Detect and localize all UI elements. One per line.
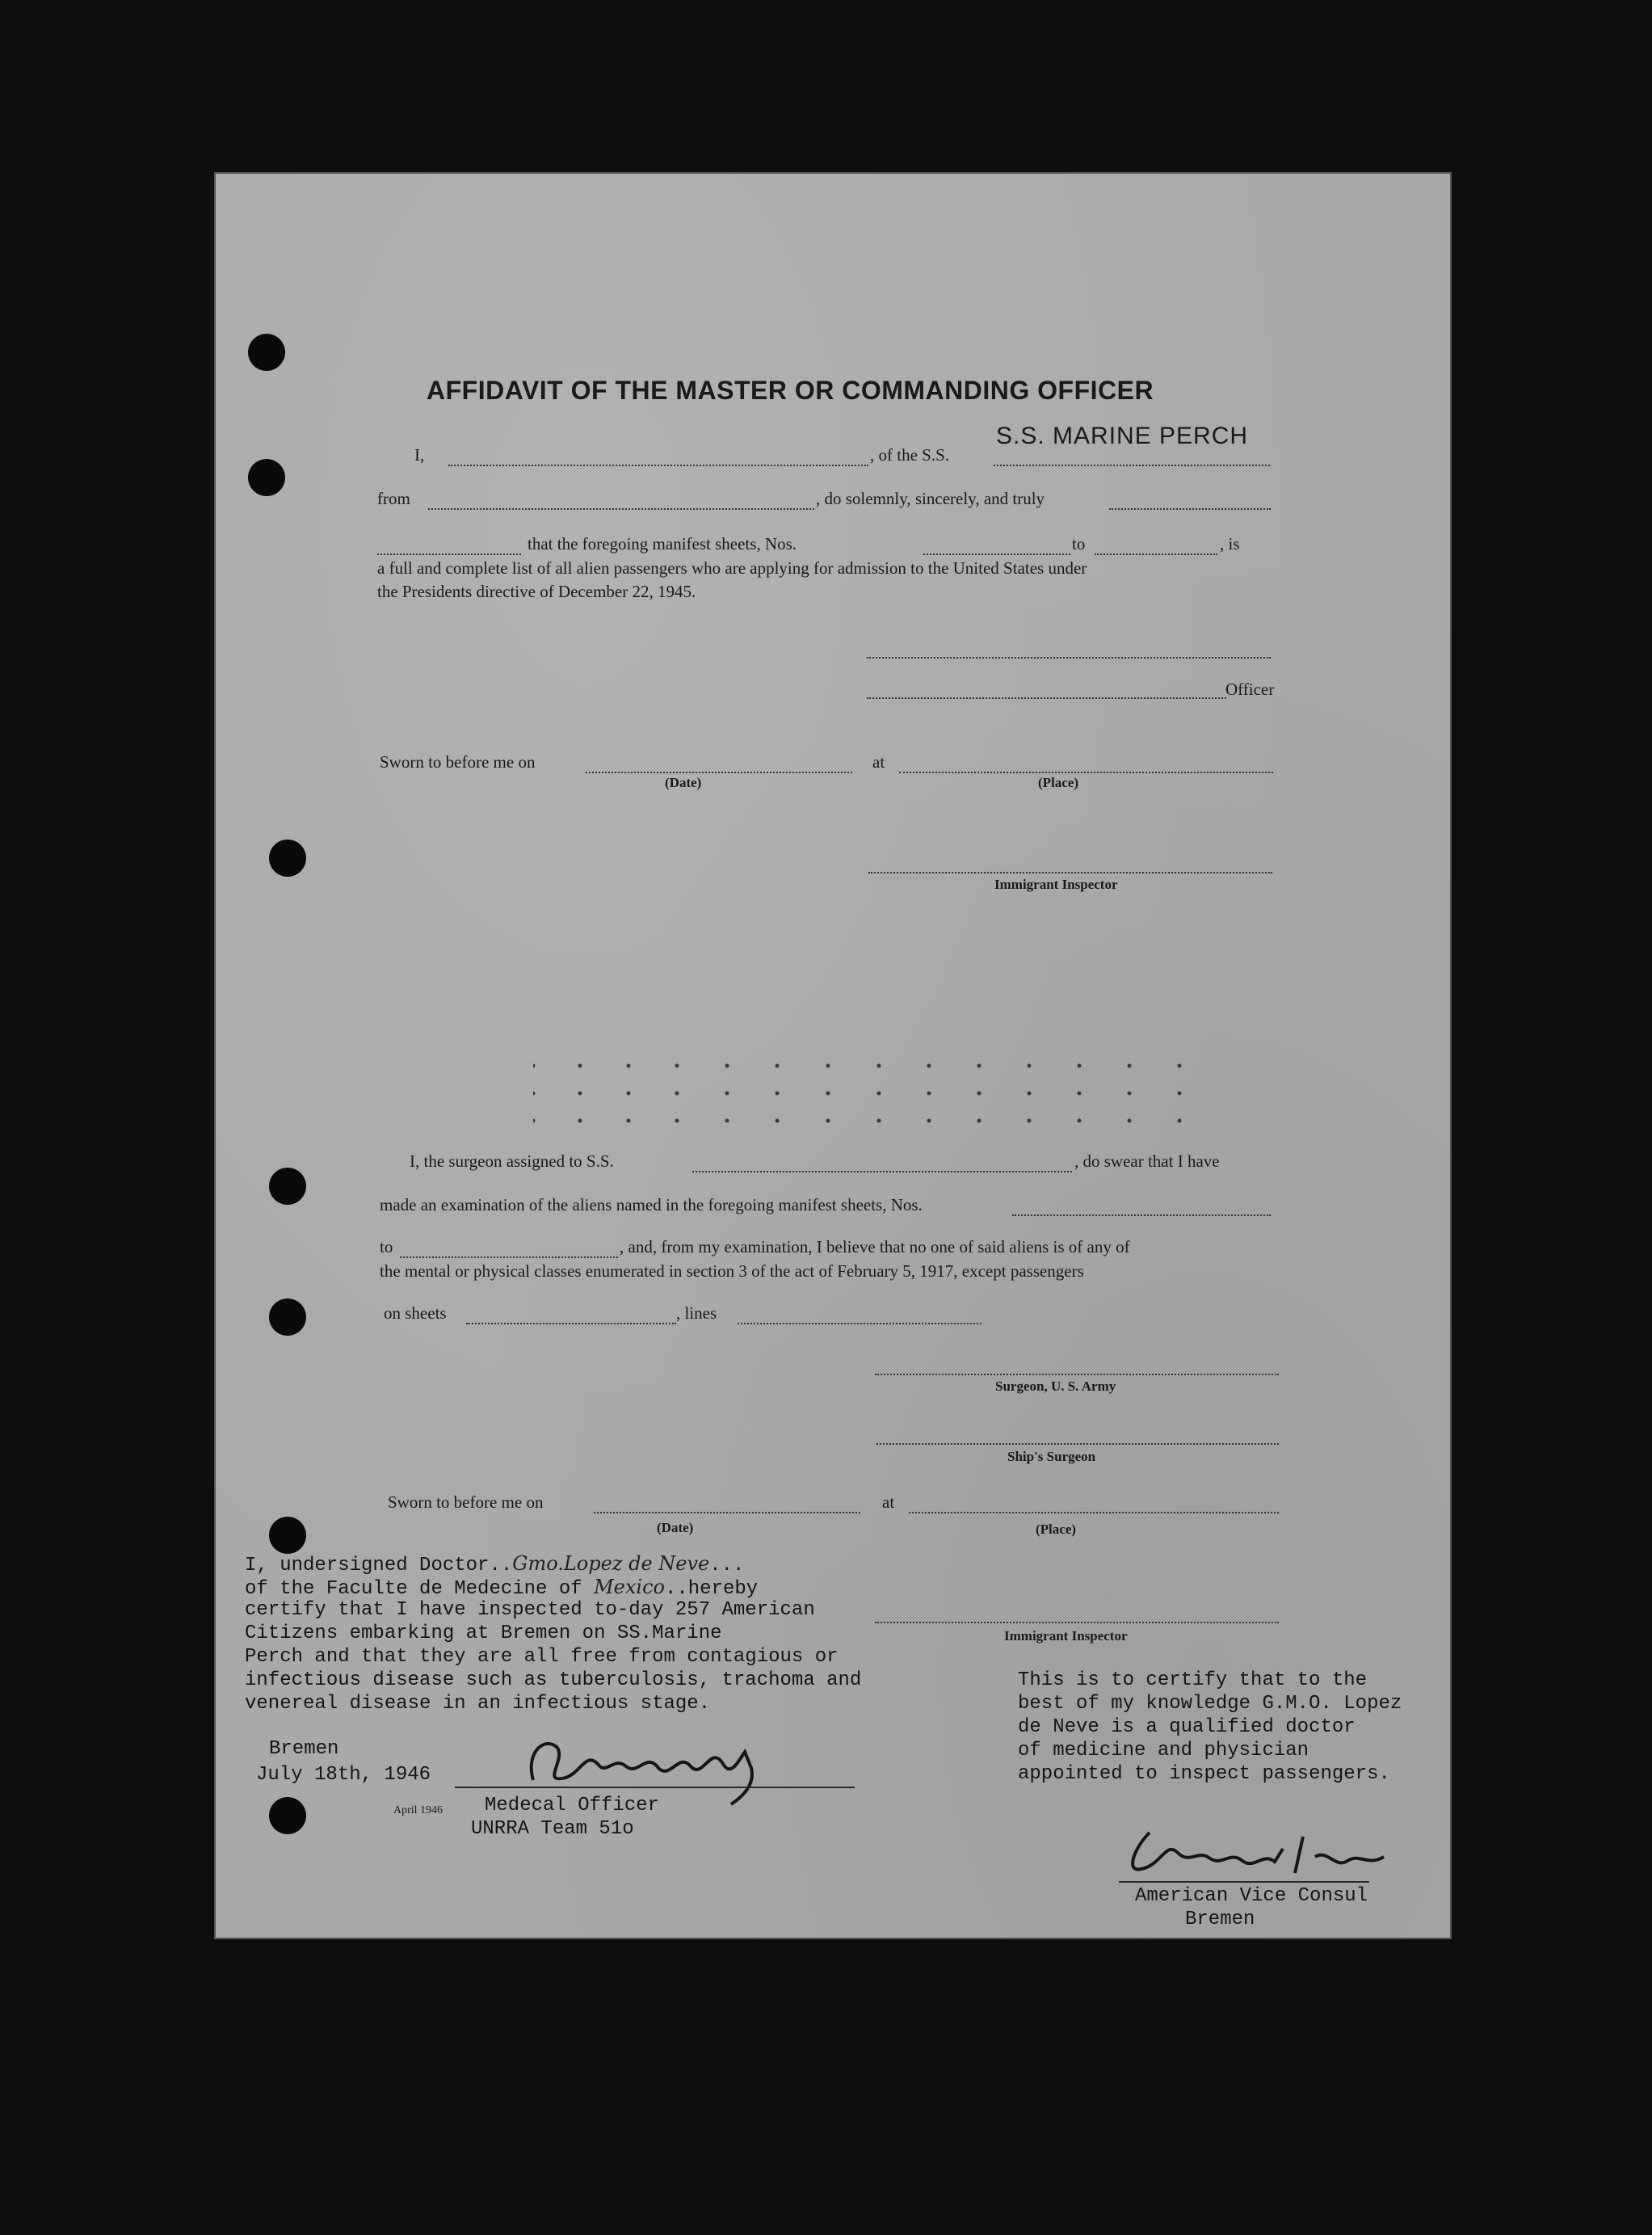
doctor-name-handwritten: Gmo.Lopez de Neve [512,1552,710,1575]
punch-hole [269,1517,306,1554]
surgeon-except-sheets-blank[interactable] [466,1323,676,1324]
bleed-through-dots [533,1063,1228,1123]
doctor-line1-prefix: I, undersigned Doctor.. [245,1555,513,1576]
doctor-line6: infectious disease such as tuberculosis, trachoma and [245,1669,862,1691]
line5: the Presidents directive of December 22, 1945. [377,582,696,601]
surgeon-line3-rest: , and, from my examination, I believe that no one of said aliens is of any of [620,1237,1130,1256]
punch-hole [269,1168,306,1205]
document-page [214,172,1452,1939]
city-handwritten: Mexico [594,1576,665,1598]
sworn-label-1: Sworn to before me on [380,752,536,772]
sworn-date-blank-2[interactable] [594,1512,860,1513]
surgeon-line5-sheets: on sheets [384,1303,447,1323]
punch-hole [269,1797,306,1834]
sheet-from-blank[interactable] [923,553,1070,555]
doctor-line2 [245,1576,758,1600]
at-label-1: at [872,752,885,772]
form-title: AFFIDAVIT OF THE MASTER OR COMMANDING OFFICER [427,376,1154,405]
line2-from: from [377,489,410,508]
line1-prefix: I, [414,445,425,465]
doctor-line2-prefix: of the Faculte de Medecine of [245,1578,582,1600]
surgeon-line1-prefix: I, the surgeon assigned to S.S. [410,1151,614,1171]
sworn-label-2: Sworn to before me on [388,1492,544,1512]
sworn-date-blank-1[interactable] [586,772,852,773]
affirm-blank[interactable] [377,553,521,555]
consul-line3: de Neve is a qualified doctor [1018,1716,1356,1738]
surgeon-ship-blank[interactable] [692,1171,1072,1172]
doctor-line1: I, undersigned Doctor..Gmo.Lopez de Neve... [245,1552,745,1576]
doctor-line5: Perch and that they are all free from contagious or [245,1646,839,1668]
punch-hole [248,459,285,496]
inspector-signature-line-2[interactable] [875,1622,1279,1623]
surgeon-line1-suffix: , do swear that I have [1074,1151,1220,1171]
surgeon-line3-to: to [380,1237,393,1256]
doctor-signature-line [455,1787,855,1788]
doctor-date: July 18th, 1946 [256,1764,431,1786]
officer-label: Officer [1225,680,1275,699]
surgeon-line5-lines: , lines [676,1303,717,1323]
officer-signature-line-1[interactable] [867,657,1271,659]
from-blank[interactable] [428,508,814,510]
date-caption-2: (Date) [657,1520,694,1535]
sworn-place-blank-1[interactable] [899,772,1273,773]
line4: a full and complete list of all alien passengers who are applying for admission to the United States under [377,558,1087,578]
army-surgeon-signature-line[interactable] [875,1374,1279,1375]
name-blank[interactable] [448,465,868,466]
at-label-2: at [882,1492,895,1512]
ship-surgeon-label: Ship's Surgeon [1007,1449,1096,1464]
line3-mid: that the foregoing manifest sheets, Nos. [528,534,797,553]
surgeon-except-lines-blank[interactable] [738,1323,982,1324]
surgeon-line4: the mental or physical classes enumerated in section 3 of the act of February 5, 1917, except passengers [380,1261,1084,1281]
consul-line5: appointed to inspect passengers. [1018,1763,1390,1785]
ship-surgeon-signature-line[interactable] [876,1443,1279,1445]
army-surgeon-label: Surgeon, U. S. Army [995,1378,1116,1394]
ship-blank[interactable] [994,465,1270,466]
ship-name-stamp: S.S. MARINE PERCH [996,423,1249,449]
consul-line4: of medicine and physician [1018,1740,1309,1761]
consul-signature-line [1119,1881,1369,1883]
consul-line1: This is to certify that to the [1018,1669,1368,1691]
surgeon-line2: made an examination of the aliens named in the foregoing manifest sheets, Nos. [380,1195,923,1214]
doctor-place: Bremen [269,1738,339,1760]
consul-title: American Vice Consul [1135,1885,1368,1907]
punch-hole [269,1298,306,1336]
officer-signature-line-2[interactable] [867,697,1226,699]
doctor-title2: UNRRA Team 51o [471,1818,634,1840]
surgeon-sheets-to-blank[interactable] [400,1256,618,1258]
truly-blank[interactable] [1109,508,1271,510]
form-date: April 1946 [393,1804,443,1816]
punch-hole [248,334,285,371]
surgeon-sheets-from-blank[interactable] [1012,1214,1271,1216]
punch-hole [269,840,306,877]
sheet-to-blank[interactable] [1095,553,1217,555]
consul-line2: best of my knowledge G.M.O. Lopez [1018,1693,1402,1715]
sworn-place-blank-2[interactable] [909,1512,1279,1513]
doctor-line7: venereal disease in an infectious stage. [245,1693,711,1715]
line1-suffix: , of the S.S. [870,445,950,465]
doctor-line4: Citizens embarking at Bremen on SS.Marine [245,1623,722,1644]
inspector-label-2: Immigrant Inspector [1004,1628,1128,1644]
consul-signature [1117,1816,1408,1889]
inspector-signature-line-1[interactable] [868,872,1272,873]
line3-end: , is [1220,534,1240,553]
date-caption-1: (Date) [665,775,702,790]
line2-mid: , do solemnly, sincerely, and truly [816,489,1045,508]
doctor-line3: certify that I have inspected to-day 257 American [245,1599,815,1621]
doctor-line2-suffix: ..hereby [664,1578,759,1600]
place-caption-2: (Place) [1036,1522,1077,1537]
consul-place: Bremen [1185,1909,1255,1930]
inspector-label-1: Immigrant Inspector [994,877,1118,892]
place-caption-1: (Place) [1038,775,1079,790]
doctor-title1: Medecal Officer [485,1795,660,1816]
line3-to: to [1072,534,1086,553]
